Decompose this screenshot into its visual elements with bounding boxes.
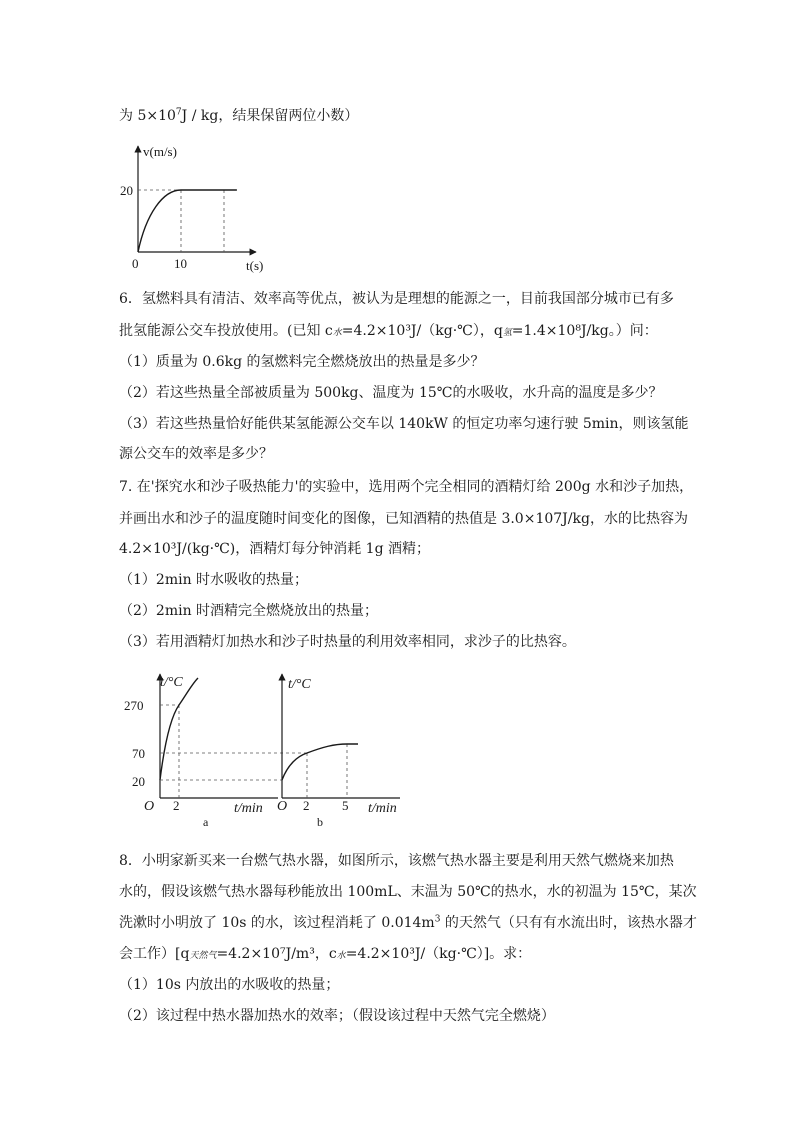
q8-part1: （1）10s 内放出的水吸收的热量； bbox=[119, 977, 340, 993]
graph-b-origin: O bbox=[277, 799, 288, 814]
velocity-time-graph bbox=[118, 140, 278, 275]
q7-line3: 4.2×10³J/(kg·℃)，酒精灯每分钟消耗 1g 酒精； bbox=[119, 541, 431, 557]
graph-a-caption: a bbox=[203, 815, 209, 829]
q7-line1: 7. 在'探究水和沙子吸热能力'的实验中，选用两个完全相同的酒精灯给 200g 水和沙子加热， bbox=[119, 479, 694, 495]
q8-line2: 水的，假设该燃气热水器每秒能放出 100mL、末温为 50℃的热水，水的初温为 15℃，某次 bbox=[119, 884, 697, 900]
q8-line3 bbox=[119, 913, 697, 933]
x-tick-10: 10 bbox=[174, 256, 187, 271]
top-line-text-2: J / kg，结果保留两位小数） bbox=[181, 108, 359, 124]
graph-a bbox=[124, 674, 278, 829]
q6-line2 bbox=[119, 321, 658, 343]
q7-part1: （1）2min 时水吸收的热量； bbox=[119, 572, 309, 588]
subscript-water-2: 水 bbox=[336, 951, 346, 961]
graph-b-x-label: t/min bbox=[368, 801, 397, 816]
graph-a-y-tick-20: 20 bbox=[132, 774, 145, 789]
graph-b-caption: b bbox=[317, 815, 323, 829]
q7-part3: （3）若用酒精灯加热水和沙子时热量的利用效率相同，求沙子的比热容。 bbox=[119, 634, 576, 650]
y-axis-label: v(m/s) bbox=[143, 144, 177, 159]
q6-part2: （2）若这些热量全部被质量为 500kg、温度为 15℃的水吸收，水升高的温度是多少？ bbox=[119, 385, 663, 401]
velocity-curve bbox=[138, 190, 237, 252]
top-line-text: 为 5×10 bbox=[119, 108, 176, 124]
graph-b-x-tick-5: 5 bbox=[342, 798, 349, 813]
q6-line2-a: 批氢能源公交车投放使用。(已知 c bbox=[119, 323, 333, 339]
graph-a-y-label: t/°C bbox=[160, 675, 183, 690]
subscript-water: 水 bbox=[332, 328, 342, 338]
q6-part3-line2: 源公交车的效率是多少？ bbox=[119, 446, 273, 462]
q6-line1: 6．氢燃料具有清洁、效率高等优点，被认为是理想的能源之一，目前我国部分城市已有多 bbox=[119, 291, 674, 307]
q6-line2-b: =4.2×10³J/（kg·℃），q bbox=[341, 323, 503, 339]
top-line bbox=[119, 106, 358, 126]
q8-line3-b: 的天然气（只有有水流出时，该热水器才 bbox=[440, 915, 697, 931]
q8-line3-a: 洗漱时小明放了 10s 的水，该过程消耗了 0.014m bbox=[119, 915, 435, 931]
subscript-natural-gas: 天然气 bbox=[189, 951, 217, 961]
q6-part1: （1）质量为 0.6kg 的氢燃料完全燃烧放出的热量是多少？ bbox=[119, 354, 485, 370]
x-tick-0: 0 bbox=[132, 256, 139, 271]
graph-a-y-tick-70: 70 bbox=[132, 746, 145, 761]
graph-a-origin: O bbox=[144, 799, 155, 814]
superscript-3: 3 bbox=[434, 914, 441, 925]
graph-a-x-label: t/min bbox=[234, 801, 263, 816]
exponent: 7 bbox=[175, 107, 182, 118]
q6-part3-line1: （3）若这些热量恰好能供某氢能源公交车以 140kW 的恒定功率匀速行驶 5min，则该氢能 bbox=[119, 416, 689, 432]
graph-a-y-tick-270: 270 bbox=[124, 698, 144, 713]
graph-b-x-tick-2: 2 bbox=[303, 798, 310, 813]
q8-line4-b: =4.2×10⁷J/m³，c bbox=[216, 946, 337, 962]
x-axis-label: t(s) bbox=[246, 258, 264, 273]
q7-part2: （2）2min 时酒精完全燃烧放出的热量； bbox=[119, 603, 379, 619]
q8-line4-c: =4.2×10³J/（kg·℃）]。求： bbox=[345, 946, 532, 962]
subscript-hydrogen: 氢 bbox=[502, 328, 512, 338]
q8-line4-a: 会工作）[q bbox=[119, 946, 190, 962]
q7-line2: 并画出水和沙子的温度随时间变化的图像，已知酒精的热值是 3.0×107J/kg，水的比热容为 bbox=[119, 511, 688, 527]
temperature-graphs bbox=[118, 668, 418, 833]
y-tick-20: 20 bbox=[120, 183, 133, 198]
q8-part2: （2）该过程中热水器加热水的效率；（假设该过程中天然气完全燃烧） bbox=[119, 1008, 555, 1024]
graph-a-x-tick-2: 2 bbox=[173, 798, 180, 813]
q8-line4 bbox=[119, 944, 531, 966]
graph-b bbox=[277, 674, 400, 829]
q8-line1: 8．小明家新买来一台燃气热水器，如图所示，该燃气热水器主要是利用天然气燃烧来加热 bbox=[119, 853, 674, 869]
graph-b-y-label: t/°C bbox=[288, 677, 311, 692]
q6-line2-c: =1.4×10⁸J/kg。）问： bbox=[511, 323, 658, 339]
